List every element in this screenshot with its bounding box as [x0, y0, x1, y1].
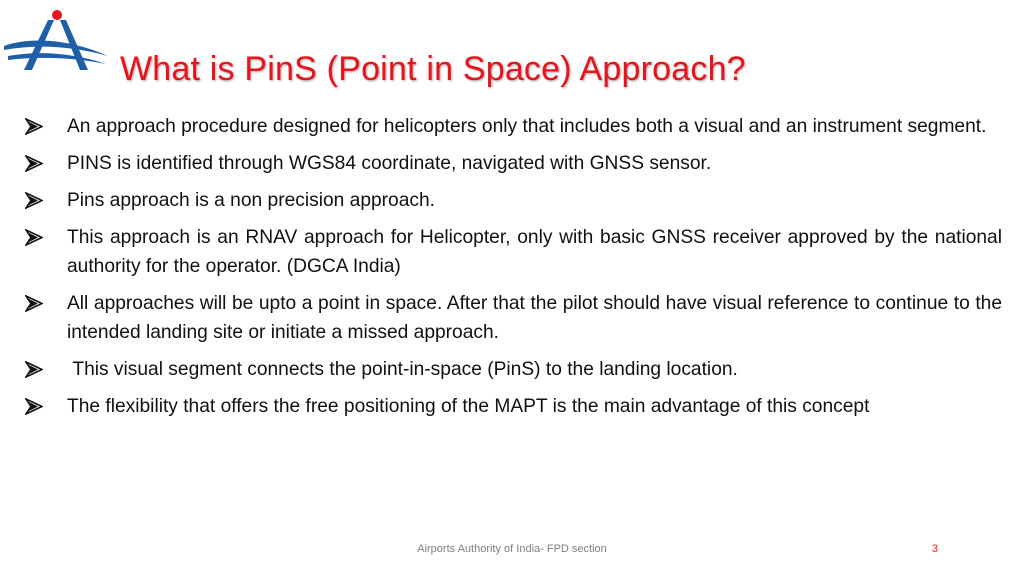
bullet-item: [0, 186, 1024, 215]
airports-authority-logo-icon: [2, 6, 110, 76]
arrow-bullet-icon: [25, 229, 43, 246]
bullet-item: [0, 149, 1024, 178]
bullet-item: [0, 392, 1024, 421]
arrow-bullet-icon: [25, 295, 43, 312]
bullet-text: The flexibility that offers the free positioning of the MAPT is the main advantage of this concept: [67, 396, 870, 417]
bullet-item: [0, 223, 1024, 281]
bullet-text: Pins approach is a non precision approach.: [67, 190, 435, 211]
page-number: 3: [932, 543, 939, 555]
bullet-item: [0, 112, 1024, 141]
bullet-item: [0, 355, 1024, 384]
bullet-text: An approach procedure designed for helicopters only that includes both a visual and an instrument segment.: [67, 116, 987, 137]
bullet-text: PINS is identified through WGS84 coordinate, navigated with GNSS sensor.: [67, 153, 712, 174]
bullet-text: This visual segment connects the point-in-space (PinS) to the landing location.: [67, 359, 738, 380]
bullet-text: This approach is an RNAV approach for Helicopter, only with basic GNSS receiver approved by the national authority for the operator. (DGCA India): [67, 227, 1002, 277]
arrow-bullet-icon: [25, 118, 43, 135]
arrow-bullet-icon: [25, 155, 43, 172]
arrow-bullet-icon: [25, 361, 43, 378]
bullet-list: [0, 112, 1024, 429]
footer-text: Airports Authority of India- FPD section: [417, 543, 607, 555]
page-title: What is PinS (Point in Space) Approach?: [120, 50, 746, 88]
bullet-item: [0, 289, 1024, 347]
arrow-bullet-icon: [25, 192, 43, 209]
bullet-text: All approaches will be upto a point in space. After that the pilot should have visual reference to continue to the intended landing site or initiate a missed approach.: [67, 293, 1002, 343]
arrow-bullet-icon: [25, 398, 43, 415]
